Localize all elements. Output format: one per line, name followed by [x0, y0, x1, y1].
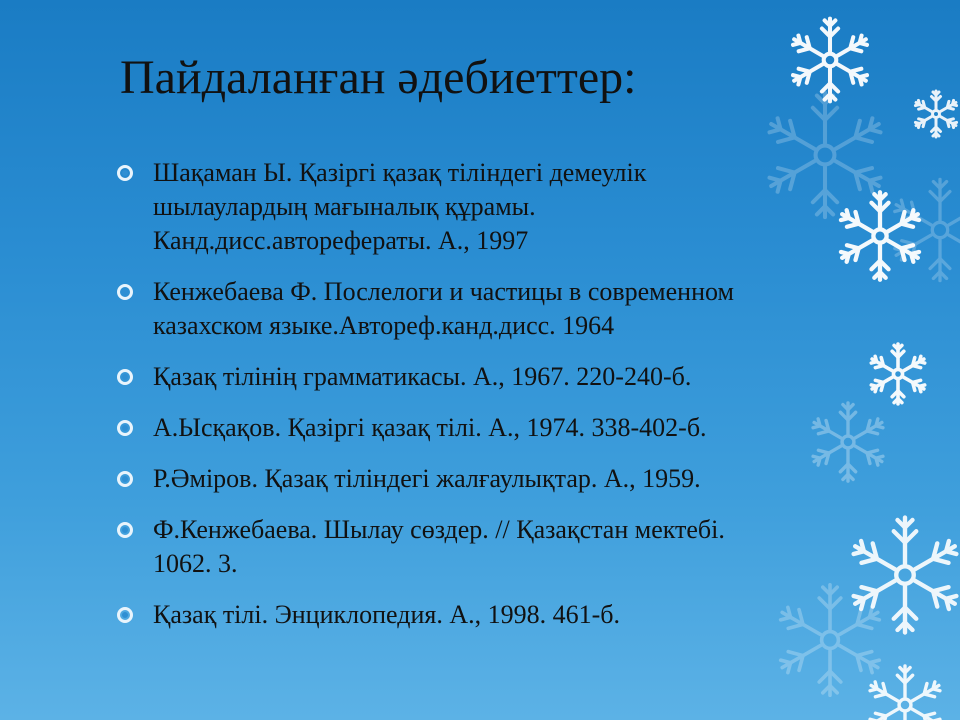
reference-text: Канд.дисс.авторефераты. А., 1997: [153, 226, 529, 255]
ring-bullet-icon: [117, 522, 133, 538]
snowflake-icon: [891, 179, 960, 280]
reference-text: шылаулардың мағыналық құрамы.: [153, 192, 536, 221]
reference-item: [114, 156, 874, 258]
reference-text: Кенжебаева Ф. Послелоги и частицы в современном: [153, 277, 734, 306]
ring-bullet-icon: [117, 165, 133, 181]
reference-item: [114, 360, 874, 394]
ring-bullet-icon: [117, 369, 133, 385]
ring-bullet-icon: [117, 471, 133, 487]
reference-text: казахском языке.Автореф.канд.дисс. 1964: [153, 311, 615, 340]
reference-text: Қазақ тілінің грамматикасы. А., 1967. 220-240-б.: [153, 362, 692, 391]
ring-bullet-icon: [117, 420, 133, 436]
slide-title: Пайдаланған әдебиеттер:: [120, 51, 637, 104]
reference-item: [114, 513, 874, 581]
reference-item: [114, 275, 874, 343]
reference-text: А.Ысқақов. Қазіргі қазақ тілі. А., 1974. 338-402-б.: [153, 413, 707, 442]
reference-item: [114, 598, 874, 632]
reference-text: 1062. 3.: [153, 549, 238, 578]
reference-text: Шақаман Ы. Қазіргі қазақ тіліндегі демеулік: [153, 158, 647, 187]
ring-bullet-icon: [117, 284, 133, 300]
reference-text: Қазақ тілі. Энциклопедия. А., 1998. 461-б.: [153, 600, 620, 629]
reference-item: [114, 411, 874, 445]
reference-text: Ф.Кенжебаева. Шылау сөздер. // Қазақстан мектебі.: [153, 515, 725, 544]
snowflake-icon: [914, 91, 958, 137]
reference-list: [114, 156, 874, 632]
snowflake-icon: [790, 19, 870, 102]
reference-item: [114, 462, 874, 496]
reference-text: Р.Әміров. Қазақ тіліндегі жалғаулықтар. А., 1959.: [153, 464, 701, 493]
ring-bullet-icon: [117, 607, 133, 623]
snowflake-icon: [867, 666, 942, 720]
snowflake-icon: [869, 344, 927, 404]
